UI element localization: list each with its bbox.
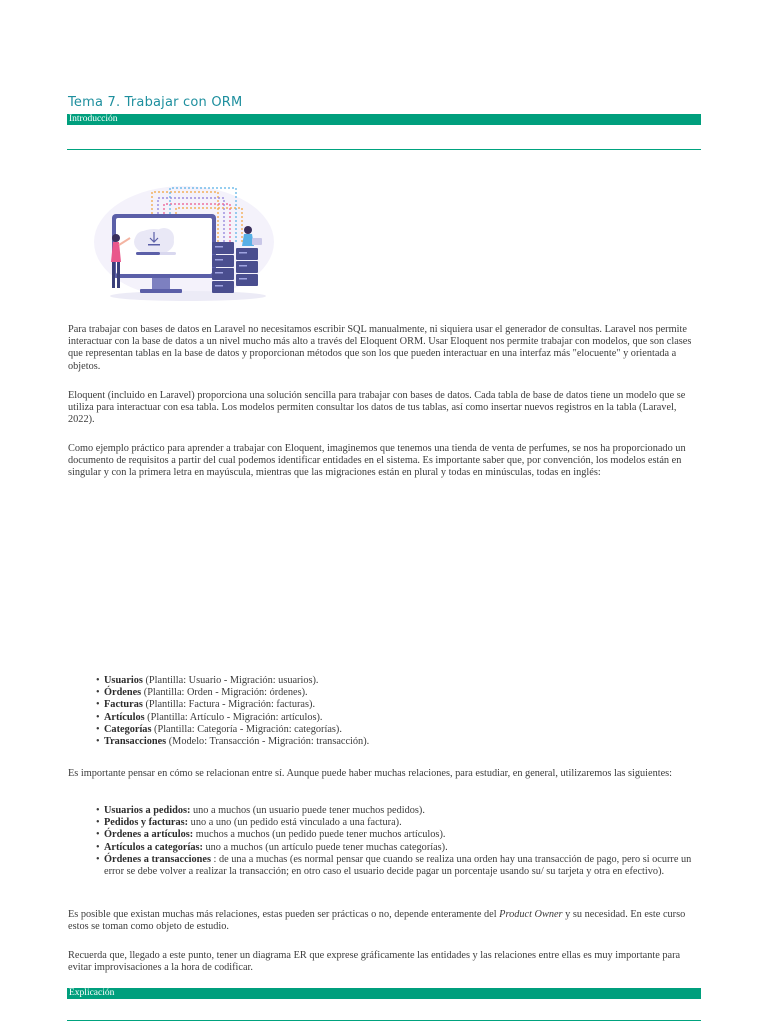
list-item: • Facturas (Plantilla: Factura - Migración: facturas). [96, 699, 316, 711]
paragraph-more-relations: Es posible que existan muchas más relaciones, estas pueden ser prácticas o no, depende enteramente del Product Owner y su necesidad. En este curso estos se toman como objeto de estudio. [68, 909, 686, 933]
paragraph-eloquent: Eloquent (incluido en Laravel) proporciona una solución sencilla para trabajar con bases de datos. Cada tabla de base de datos tiene un modelo que se utiliza para interactuar con esa tabla. Los modelos permiten consultar los datos de tus tablas, así como insertar nuevos registros en la tabla (Laravel, 2022). [68, 390, 686, 426]
database-illustration [92, 180, 276, 302]
divider [67, 1020, 701, 1021]
list-item: • Usuarios (Plantilla: Usuario - Migración: usuarios). [96, 675, 319, 686]
list-item: • Usuarios a pedidos: uno a muchos (un usuario puede tener muchos pedidos). [96, 805, 425, 816]
list-item: • Artículos a categorías: uno a muchos (un artículo puede tener muchas categorías). [96, 841, 448, 853]
page-title: Tema 7. Trabajar con ORM [68, 95, 243, 110]
list-item: • Órdenes (Plantilla: Orden - Migración: órdenes). [96, 687, 308, 699]
paragraph-er-diagram: Recuerda que, llegado a este punto, tener un diagrama ER que exprese gráficamente las entidades y las relaciones entre ellas es muy importante para evitar improvisaciones a la hora de codificar. [68, 950, 681, 974]
list-item: • Artículos (Plantilla: Artículo - Migración: artículos). [96, 711, 323, 723]
entities-list [96, 675, 698, 748]
list-item: • Transacciones (Modelo: Transacción - Migración: transacción). [96, 736, 370, 748]
paragraph-intro-laravel: Para trabajar con bases de datos en Laravel no necesitamos escribir SQL manualmente, ni siquiera usar el generador de consultas. Laravel nos permite interactuar con la base de datos a un nivel mucho más alto a través del Eloquent ORM. Usar Eloquent nos permite trabajar con modelos, que son clases que representan tablas en la base de datos y proporcionan métodos que son los que pueden interactuar en una interfaz más "elocuente" y orientada a objetos. [68, 324, 692, 372]
list-item: • Órdenes a artículos: muchos a muchos (un pedido puede tener muchos artículos). [96, 829, 446, 841]
product-owner-term: Product Owner [499, 909, 563, 920]
paragraph-relations-intro: Es importante pensar en cómo se relacionan entre sí. Aunque puede haber muchas relaciones, para estudiar, en general, utilizaremos las siguientes: [68, 768, 673, 779]
paragraph-example: Como ejemplo práctico para aprender a trabajar con Eloquent, imaginemos que tenemos una tienda de venta de perfumes, se nos ha proporcionado un documento de requisitos a partir del cual podemos identificar entidades en el sistema. Es importante saber que, por convención, los modelos están en singular y con la primera letra en mayúscula, mientras que las migraciones están en plural y todas en minúsculas, todas en inglés: [68, 443, 686, 479]
list-item: • Pedidos y facturas: uno a uno (un pedido está vinculado a una factura). [96, 817, 402, 829]
list-item: • Categorías (Plantilla: Categoría - Migración: categorías). [96, 723, 342, 735]
divider [67, 149, 701, 150]
section-header-introduccion: Introducción [67, 114, 701, 125]
list-item: • Órdenes a transacciones : de una a muchas (es normal pensar que cuando se realiza una orden hay una transacción de pago, pero si ocurre un error se debe volver a realizar la transacción; en otro caso el usuario decide pagar un porcentaje usando su/ su tarjeta y otra en efectivo). [96, 853, 692, 878]
section-header-explicacion: Explicación [67, 988, 701, 999]
relations-list [96, 805, 698, 878]
